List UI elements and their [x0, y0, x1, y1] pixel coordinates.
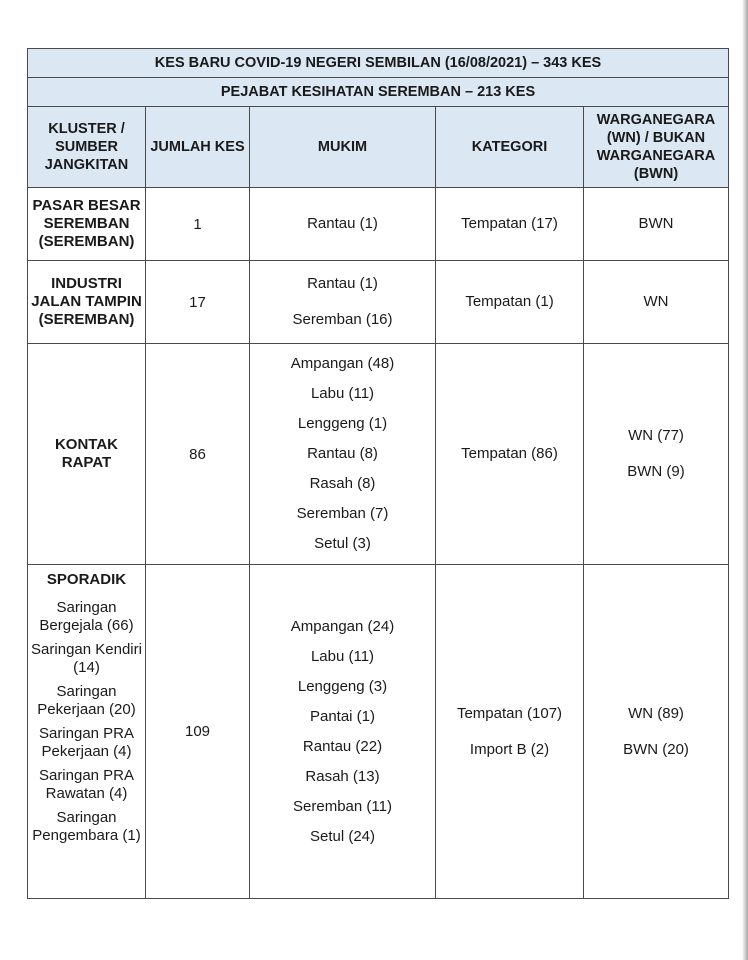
table-row: [28, 188, 729, 261]
table-row: [28, 565, 729, 899]
row-mukim: [250, 188, 436, 261]
row-total: 86: [146, 344, 250, 565]
citizenship-item: BWN (20): [623, 740, 689, 758]
page-edge-shadow: [742, 0, 748, 960]
mukim-item: Rantau (22): [302, 737, 383, 755]
cluster-subitem: Saringan Pengembara (1): [32, 809, 141, 844]
row-cluster: [28, 565, 146, 899]
row-category: [436, 565, 584, 899]
mukim-item: Rantau (8): [307, 445, 378, 462]
cluster-subitem: Saringan Pekerjaan (20): [37, 683, 136, 718]
mukim-item: Rasah (8): [309, 475, 376, 492]
table-subtitle: PEJABAT KESIHATAN SEREMBAN – 213 KES: [28, 78, 729, 107]
category-item: Tempatan (86): [461, 445, 558, 462]
row-cluster: PASAR BESAR SEREMBAN (SEREMBAN): [28, 188, 146, 261]
header-mukim: MUKIM: [250, 107, 436, 188]
cluster-subitem: Saringan Bergejala (66): [39, 599, 134, 634]
row-mukim: [250, 565, 436, 899]
row-total: 109: [146, 565, 250, 899]
row-citizenship: [584, 344, 729, 565]
citizenship-item: BWN (9): [627, 463, 685, 480]
mukim-item: Pantai (1): [309, 707, 376, 725]
cluster-subitem: Saringan Kendiri (14): [31, 641, 142, 676]
mukim-item: Lenggeng (1): [297, 415, 388, 432]
header-citizenship: WARGANEGARA (WN) / BUKAN WARGANEGARA (BWN): [584, 107, 729, 188]
cluster-heading: SPORADIK: [46, 571, 127, 588]
category-item: Import B (2): [469, 740, 550, 758]
mukim-item: Labu (11): [310, 647, 375, 665]
mukim-item: Lenggeng (3): [297, 677, 388, 695]
mukim-item: Setul (3): [314, 535, 371, 552]
mukim-item: Ampangan (48): [290, 355, 395, 372]
covid-cases-table: [27, 48, 729, 899]
row-citizenship: [584, 188, 729, 261]
header-total: JUMLAH KES: [146, 107, 250, 188]
table-header-row: [28, 107, 729, 188]
mukim-item: Labu (11): [310, 385, 375, 402]
citizenship-item: WN (89): [628, 704, 684, 722]
row-total: 17: [146, 261, 250, 344]
row-cluster: INDUSTRI JALAN TAMPIN (SEREMBAN): [28, 261, 146, 344]
row-citizenship: [584, 565, 729, 899]
citizenship-item: BWN: [638, 215, 674, 232]
row-total: 1: [146, 188, 250, 261]
category-item: Tempatan (107): [456, 704, 563, 722]
row-category: [436, 188, 584, 261]
mukim-item: Setul (24): [309, 827, 376, 845]
category-item: Tempatan (17): [461, 215, 558, 232]
mukim-item: Seremban (11): [293, 797, 392, 815]
category-item: Tempatan (1): [465, 293, 554, 310]
mukim-item: Seremban (16): [292, 311, 393, 328]
mukim-item: Rantau (1): [307, 275, 378, 292]
header-cluster: KLUSTER / SUMBER JANGKITAN: [28, 107, 146, 188]
row-cluster: KONTAK RAPAT: [28, 344, 146, 565]
table-row: [28, 261, 729, 344]
row-mukim: [250, 344, 436, 565]
mukim-item: Ampangan (24): [290, 617, 395, 635]
row-mukim: [250, 261, 436, 344]
table-subtitle-row: [28, 78, 729, 107]
row-category: [436, 344, 584, 565]
citizenship-item: WN: [643, 293, 669, 310]
cluster-subitem: Saringan PRA Pekerjaan (4): [38, 725, 135, 760]
mukim-item: Seremban (7): [296, 505, 389, 522]
table-title-row: [28, 49, 729, 78]
row-citizenship: [584, 261, 729, 344]
citizenship-item: WN (77): [628, 427, 684, 444]
mukim-item: Rasah (13): [305, 767, 380, 785]
row-category: [436, 261, 584, 344]
mukim-item: Rantau (1): [307, 215, 378, 232]
table-row: [28, 344, 729, 565]
table-title: KES BARU COVID-19 NEGERI SEMBILAN (16/08/2021) – 343 KES: [28, 49, 729, 78]
cluster-subitem: Saringan PRA Rawatan (4): [38, 767, 135, 802]
header-category: KATEGORI: [436, 107, 584, 188]
